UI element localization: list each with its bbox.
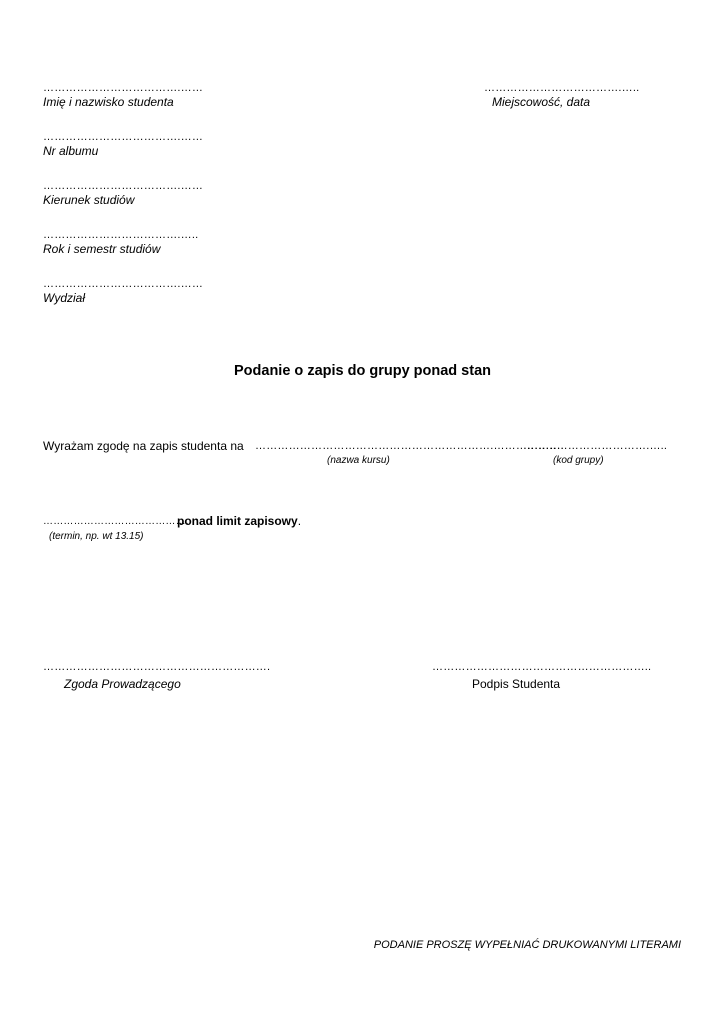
instructor-signature-dots[interactable]: ……………………………………………………. xyxy=(43,661,271,673)
footer-note: PODANIE PROSZĘ WYPEŁNIAĆ DRUKOWANYMI LITERAMI xyxy=(373,939,681,951)
course-name-label: (nazwa kursu) xyxy=(327,455,390,466)
group-code-dots[interactable]: …………………………….….. xyxy=(523,440,668,452)
term-label: (termin, np. wt 13.15) xyxy=(49,531,144,542)
consent-text: Wyrażam zgodę na zapis studenta na xyxy=(43,439,244,453)
year-semester-label: Rok i semestr studiów xyxy=(43,242,161,256)
place-date-label: Miejscowość, data xyxy=(492,95,591,109)
student-name-label: Imię i nazwisko studenta xyxy=(43,95,174,109)
faculty-label: Wydział xyxy=(43,291,86,305)
over-limit-text xyxy=(177,514,301,528)
album-number-dots[interactable]: ……………………………….…… xyxy=(43,131,204,143)
field-of-study-dots[interactable]: ……………………………….…… xyxy=(43,180,204,192)
album-number-label: Nr albumu xyxy=(43,144,99,158)
place-date-dots[interactable]: ……………………………….….. xyxy=(484,82,640,94)
student-signature-dots[interactable]: ………………………………………………….. xyxy=(432,661,652,673)
student-signature-label: Podpis Studenta xyxy=(472,677,561,691)
instructor-consent-label: Zgoda Prowadzącego xyxy=(64,677,181,691)
faculty-dots[interactable]: ……………………………….…… xyxy=(43,278,204,290)
group-code-label: (kod grupy) xyxy=(553,455,604,466)
over-limit-period: . xyxy=(297,514,302,528)
student-name-dots[interactable]: ……………………………….…… xyxy=(43,82,204,94)
document-title: Podanie o zapis do grupy ponad stan xyxy=(234,363,491,379)
term-dots[interactable]: ……………………………………. xyxy=(43,516,189,527)
field-of-study-label: Kierunek studiów xyxy=(43,193,135,207)
year-semester-dots[interactable]: ……………………………….….. xyxy=(43,229,199,241)
course-name-dots[interactable]: ……………………………………………………….………………. xyxy=(255,440,564,452)
over-limit-bold: ponad limit zapisowy xyxy=(177,514,298,528)
